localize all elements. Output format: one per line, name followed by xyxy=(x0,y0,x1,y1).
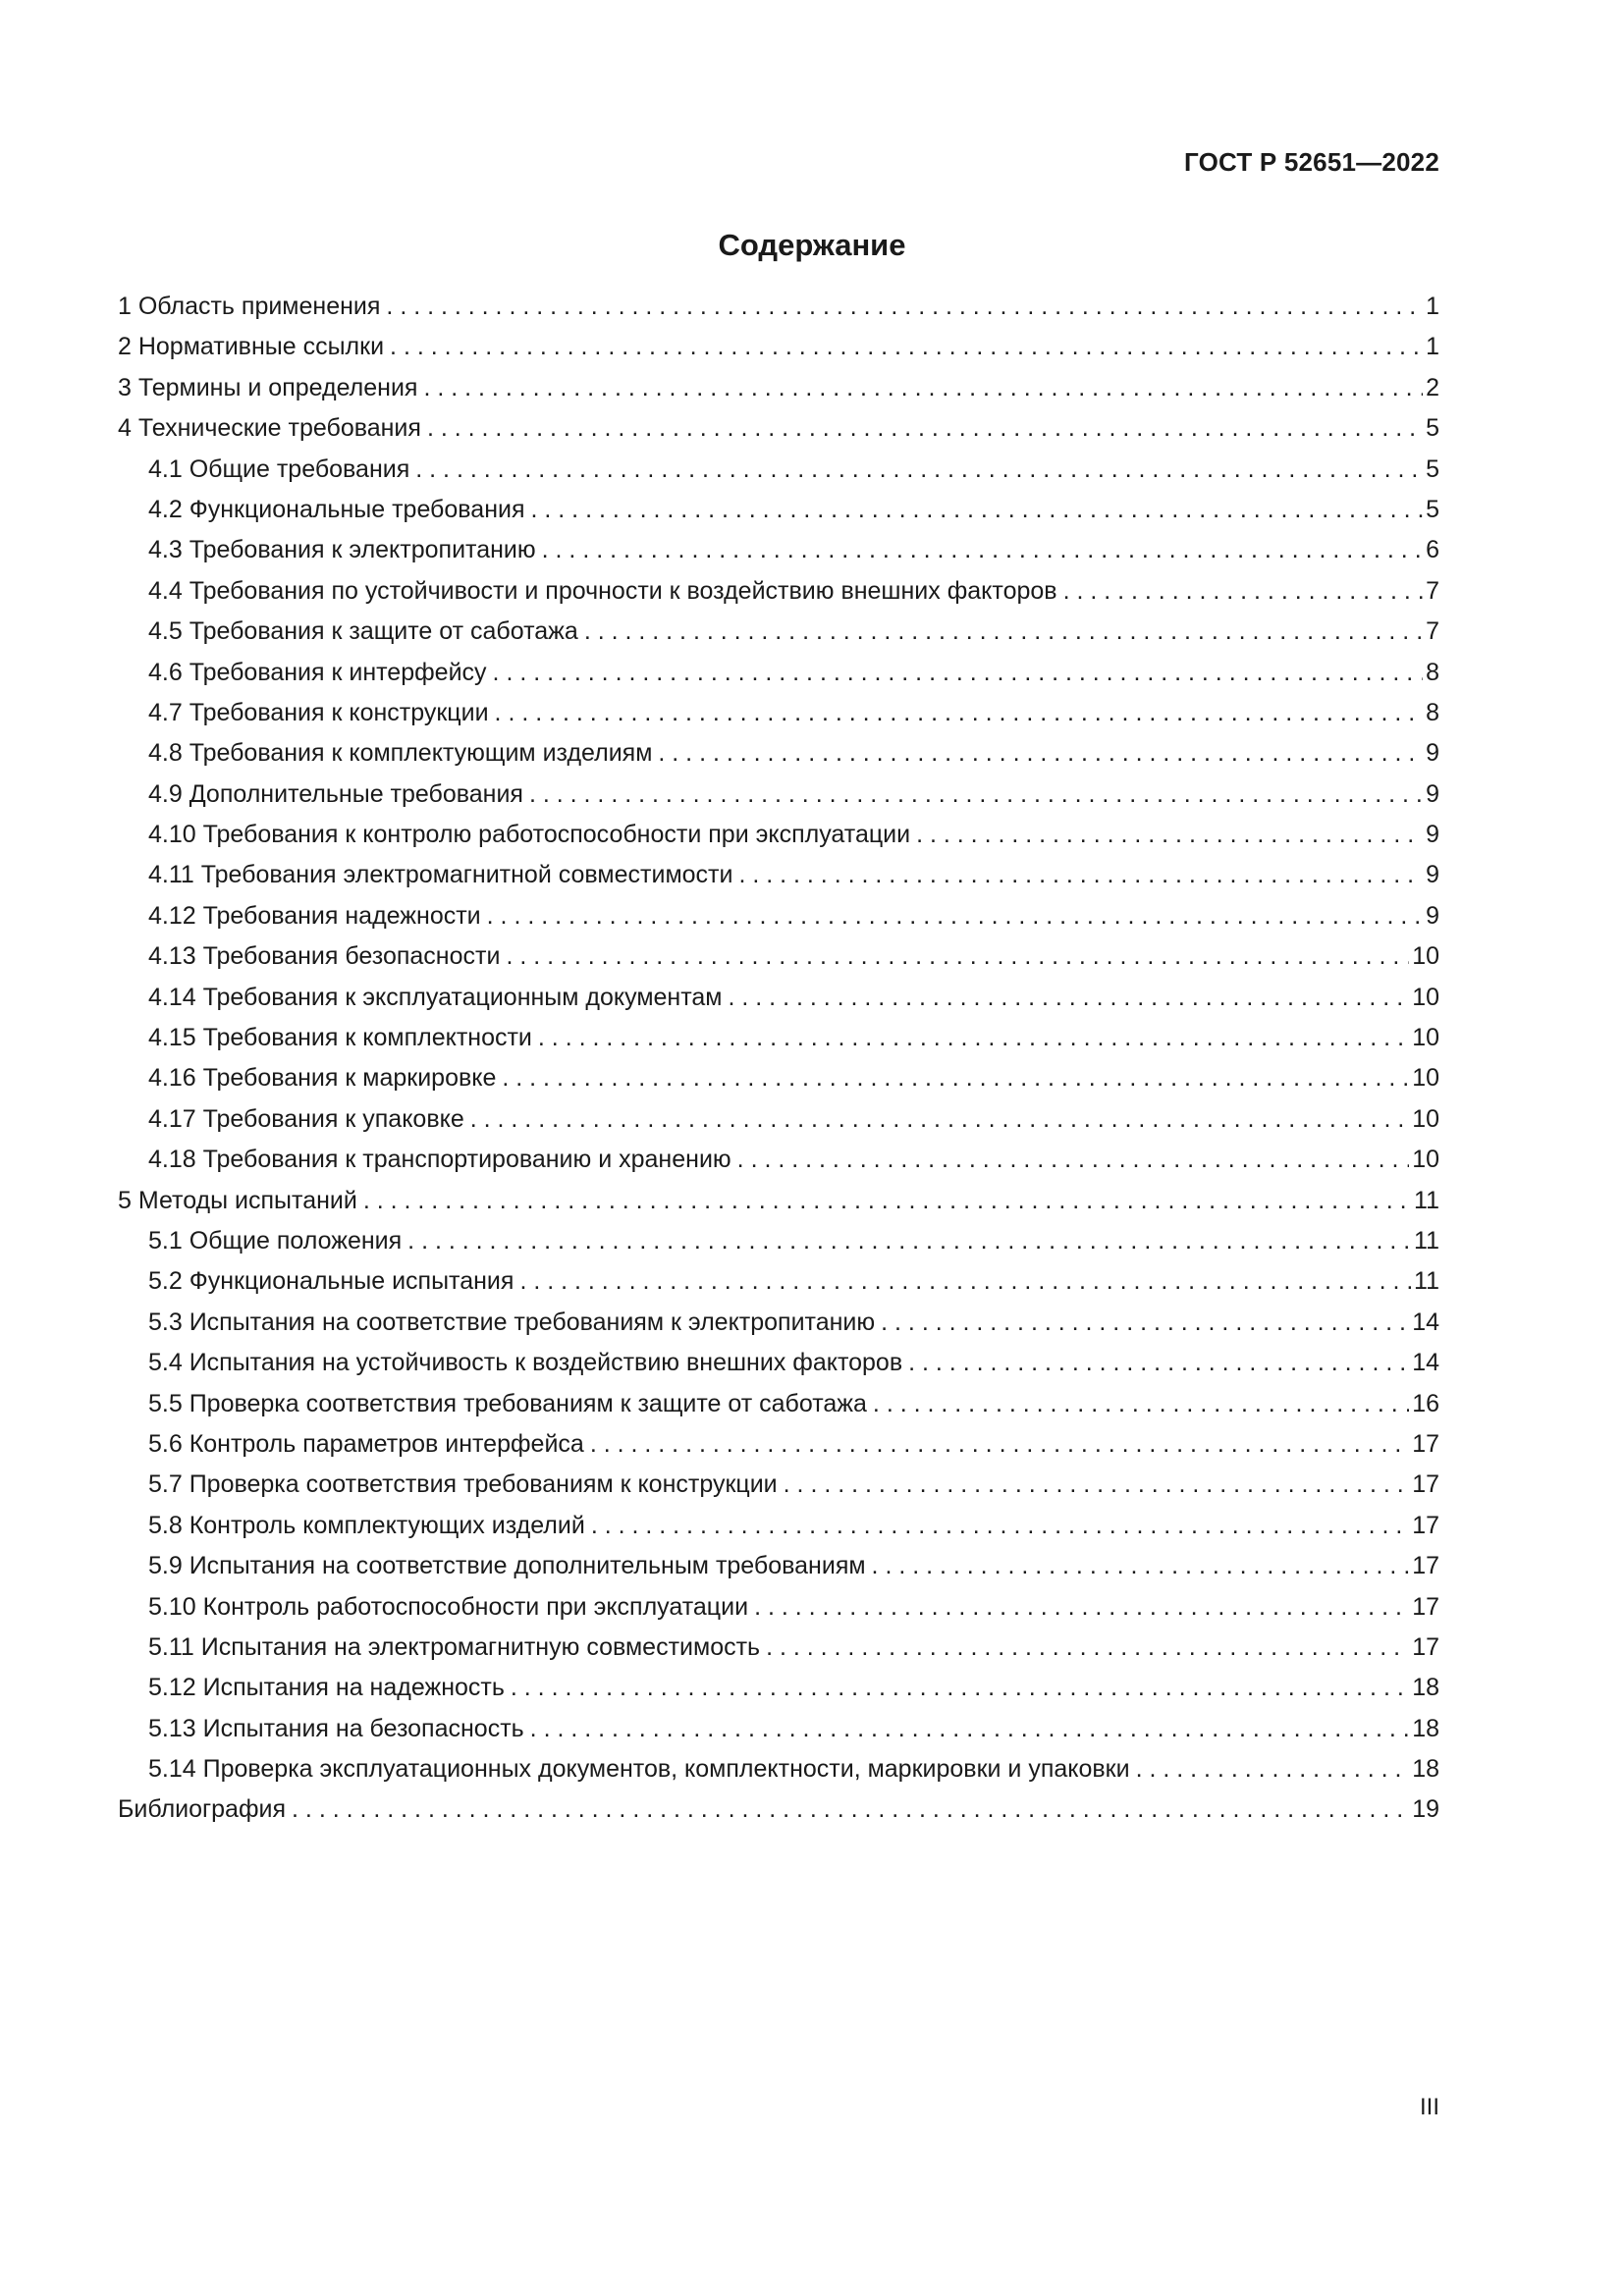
toc-dot-leader xyxy=(502,1058,1409,1098)
toc-entry-page: 10 xyxy=(1412,983,1439,1011)
toc-entry-label: 4.1 Общие требования xyxy=(148,454,410,483)
toc-entry-label: Библиография xyxy=(118,1795,287,1824)
toc-entry-label: 4.9 Дополнительные требования xyxy=(148,779,523,808)
toc-entry[interactable] xyxy=(118,1058,1439,1098)
toc-dot-leader xyxy=(415,450,1423,490)
toc-dot-leader xyxy=(390,327,1423,367)
toc-entry-label: 4.2 Функциональные требования xyxy=(148,495,525,523)
document-code: ГОСТ Р 52651—2022 xyxy=(1184,147,1439,177)
toc-entry[interactable] xyxy=(118,327,1439,367)
toc-dot-leader xyxy=(591,1506,1409,1546)
toc-dot-leader xyxy=(531,490,1424,530)
toc-dot-leader xyxy=(529,774,1423,815)
toc-entry[interactable] xyxy=(118,1261,1439,1302)
toc-entry[interactable] xyxy=(118,978,1439,1018)
toc-entry[interactable] xyxy=(118,693,1439,733)
toc-entry[interactable] xyxy=(118,733,1439,774)
toc-entry-page: 14 xyxy=(1412,1308,1439,1336)
toc-dot-leader xyxy=(738,855,1423,895)
toc-dot-leader xyxy=(542,530,1423,570)
toc-entry[interactable] xyxy=(118,1221,1439,1261)
toc-entry-label: 5 Методы испытаний xyxy=(118,1186,357,1214)
toc-entry-label: 1 Область применения xyxy=(118,293,381,320)
toc-entry-page: 11 xyxy=(1414,1186,1439,1214)
toc-entry-label: 4.14 Требования к эксплуатационным документам xyxy=(148,983,723,1011)
toc-dot-leader xyxy=(916,815,1423,855)
toc-dot-leader xyxy=(292,1789,1409,1830)
toc-entry[interactable] xyxy=(118,1343,1439,1383)
toc-entry-page: 18 xyxy=(1412,1714,1439,1742)
toc-dot-leader xyxy=(470,1099,1409,1140)
toc-entry-label: 5.5 Проверка соответствия требованиям к защите от саботажа xyxy=(148,1389,867,1417)
toc-entry-page: 9 xyxy=(1426,861,1439,889)
toc-entry[interactable] xyxy=(118,530,1439,570)
toc-entry[interactable] xyxy=(118,1099,1439,1140)
toc-dot-leader xyxy=(590,1424,1409,1465)
toc-entry-label: 4.13 Требования безопасности xyxy=(148,942,501,971)
toc-entry-page: 1 xyxy=(1426,293,1439,320)
toc-entry-label: 4.15 Требования к комплектности xyxy=(148,1024,532,1052)
toc-entry-page: 18 xyxy=(1412,1755,1439,1784)
toc-dot-leader xyxy=(754,1587,1409,1628)
toc-entry-label: 5.11 Испытания на электромагнитную совместимость xyxy=(148,1632,761,1661)
toc-dot-leader xyxy=(511,1668,1409,1708)
toc-entry-label: 4.5 Требования к защите от саботажа xyxy=(148,617,578,646)
toc-entry-label: 4.18 Требования к транспортированию и хранению xyxy=(148,1146,731,1174)
toc-entry-label: 4.7 Требования к конструкции xyxy=(148,698,489,726)
toc-dot-leader xyxy=(495,693,1424,733)
toc-entry-page: 10 xyxy=(1412,1146,1439,1174)
toc-entry-page: 10 xyxy=(1412,1024,1439,1052)
toc-entry[interactable] xyxy=(118,1018,1439,1058)
toc-entry-page: 6 xyxy=(1426,536,1439,564)
toc-entry-label: 5.3 Испытания на соответствие требованиям к электропитанию xyxy=(148,1308,876,1336)
toc-dot-leader xyxy=(538,1018,1409,1058)
toc-entry-label: 5.2 Функциональные испытания xyxy=(148,1267,514,1296)
toc-entry-page: 17 xyxy=(1412,1429,1439,1458)
toc-entry[interactable] xyxy=(118,1384,1439,1424)
toc-entry[interactable] xyxy=(118,408,1439,449)
toc-dot-leader xyxy=(908,1343,1409,1383)
toc-entry-page: 16 xyxy=(1412,1389,1439,1417)
toc-entry[interactable] xyxy=(118,1789,1439,1830)
toc-dot-leader xyxy=(519,1261,1411,1302)
toc-entry[interactable] xyxy=(118,1424,1439,1465)
toc-entry[interactable] xyxy=(118,1506,1439,1546)
toc-dot-leader xyxy=(506,936,1409,977)
toc-title: Содержание xyxy=(718,228,906,262)
toc-entry-label: 2 Нормативные ссылки xyxy=(118,333,385,361)
toc-entry-label: 5.9 Испытания на соответствие дополнительным требованиям xyxy=(148,1552,866,1580)
toc-entry-label: 5.14 Проверка эксплуатационных документов, комплектности, маркировки и упаковки xyxy=(148,1755,1130,1784)
toc-entry[interactable] xyxy=(118,1181,1439,1221)
toc-entry-page: 9 xyxy=(1426,779,1439,808)
toc-entry-page: 7 xyxy=(1426,617,1439,646)
toc-dot-leader xyxy=(363,1181,1411,1221)
toc-entry-page: 2 xyxy=(1426,373,1439,401)
toc-entry[interactable] xyxy=(118,855,1439,895)
toc-entry-page: 19 xyxy=(1412,1795,1439,1824)
toc-entry-page: 8 xyxy=(1426,698,1439,726)
toc-entry-page: 10 xyxy=(1412,1104,1439,1133)
toc-entry[interactable] xyxy=(118,287,1439,327)
toc-entry[interactable] xyxy=(118,571,1439,612)
toc-entry[interactable] xyxy=(118,368,1439,408)
toc-entry-page: 9 xyxy=(1426,739,1439,768)
toc-dot-leader xyxy=(427,408,1423,449)
toc-entry-label: 4 Технические требования xyxy=(118,414,421,443)
toc-entry-label: 5.12 Испытания на надежность xyxy=(148,1674,505,1702)
toc-dot-leader xyxy=(487,896,1423,936)
toc-entry-label: 5.4 Испытания на устойчивость к воздействию внешних факторов xyxy=(148,1349,903,1377)
toc-entry-label: 5.13 Испытания на безопасность xyxy=(148,1714,524,1742)
toc-entry-page: 18 xyxy=(1412,1674,1439,1702)
toc-entry-label: 5.7 Проверка соответствия требованиям к конструкции xyxy=(148,1470,778,1499)
toc-dot-leader xyxy=(658,733,1423,774)
toc-entry[interactable] xyxy=(118,936,1439,977)
toc-dot-leader xyxy=(766,1628,1409,1668)
toc-entry-page: 9 xyxy=(1426,821,1439,849)
toc-dot-leader xyxy=(881,1303,1409,1343)
toc-entry-label: 4.4 Требования по устойчивости и прочности к воздействию внешних факторов xyxy=(148,576,1057,605)
toc-dot-leader xyxy=(737,1140,1410,1180)
toc-entry-label: 4.11 Требования электромагнитной совместимости xyxy=(148,861,733,889)
toc-entry-page: 11 xyxy=(1414,1267,1439,1296)
toc-entry[interactable] xyxy=(118,1465,1439,1505)
toc-entry-label: 3 Термины и определения xyxy=(118,373,418,401)
toc-entry-label: 4.10 Требования к контролю работоспособности при эксплуатации xyxy=(148,821,911,849)
toc-entry-page: 5 xyxy=(1426,414,1439,443)
toc-dot-leader xyxy=(729,978,1410,1018)
toc-dot-leader xyxy=(423,368,1423,408)
toc-entry-label: 4.17 Требования к упаковке xyxy=(148,1104,464,1133)
toc-dot-leader xyxy=(407,1221,1411,1261)
toc-entry-label: 5.10 Контроль работоспособности при эксплуатации xyxy=(148,1592,749,1621)
toc-entry-page: 8 xyxy=(1426,658,1439,686)
toc-entry-label: 5.6 Контроль параметров интерфейса xyxy=(148,1429,584,1458)
toc-entry[interactable] xyxy=(118,1709,1439,1749)
toc-entry-label: 4.12 Требования надежности xyxy=(148,901,481,930)
toc-entry-page: 17 xyxy=(1412,1470,1439,1499)
toc-entry-page: 10 xyxy=(1412,1064,1439,1093)
toc-entry[interactable] xyxy=(118,815,1439,855)
toc-entry[interactable] xyxy=(118,1749,1439,1789)
toc-entry-label: 5.1 Общие положения xyxy=(148,1226,403,1255)
toc-entry-page: 10 xyxy=(1412,942,1439,971)
toc-entry[interactable] xyxy=(118,612,1439,652)
toc-entry[interactable] xyxy=(118,653,1439,693)
toc-entry-page: 17 xyxy=(1412,1552,1439,1580)
toc-entry[interactable] xyxy=(118,1140,1439,1180)
toc-entry[interactable] xyxy=(118,1587,1439,1628)
table-of-contents xyxy=(118,287,1439,1831)
toc-entry-page: 17 xyxy=(1412,1511,1439,1539)
toc-entry-label: 4.16 Требования к маркировке xyxy=(148,1064,497,1093)
page-number: III xyxy=(1419,2094,1439,2120)
toc-entry-page: 11 xyxy=(1414,1226,1439,1255)
toc-entry-page: 14 xyxy=(1412,1349,1439,1377)
toc-dot-leader xyxy=(493,653,1424,693)
toc-entry-label: 4.3 Требования к электропитанию xyxy=(148,536,536,564)
toc-dot-leader xyxy=(386,287,1423,327)
toc-entry[interactable] xyxy=(118,896,1439,936)
toc-entry-page: 9 xyxy=(1426,901,1439,930)
toc-entry[interactable] xyxy=(118,1546,1439,1586)
toc-dot-leader xyxy=(1063,571,1424,612)
toc-dot-leader xyxy=(530,1709,1410,1749)
toc-entry-label: 4.8 Требования к комплектующим изделиям xyxy=(148,739,653,768)
toc-entry-page: 17 xyxy=(1412,1592,1439,1621)
toc-entry[interactable] xyxy=(118,490,1439,530)
toc-entry[interactable] xyxy=(118,774,1439,815)
toc-entry[interactable] xyxy=(118,1628,1439,1668)
toc-entry-page: 1 xyxy=(1426,333,1439,361)
toc-entry[interactable] xyxy=(118,1668,1439,1708)
toc-dot-leader xyxy=(1136,1749,1410,1789)
toc-dot-leader xyxy=(584,612,1423,652)
toc-dot-leader xyxy=(872,1546,1410,1586)
toc-entry[interactable] xyxy=(118,450,1439,490)
toc-entry-page: 17 xyxy=(1412,1632,1439,1661)
toc-entry-page: 5 xyxy=(1426,454,1439,483)
toc-entry-label: 5.8 Контроль комплектующих изделий xyxy=(148,1511,585,1539)
toc-dot-leader xyxy=(784,1465,1410,1505)
toc-entry[interactable] xyxy=(118,1303,1439,1343)
toc-dot-leader xyxy=(873,1384,1409,1424)
toc-entry-label: 4.6 Требования к интерфейсу xyxy=(148,658,487,686)
toc-entry-page: 5 xyxy=(1426,495,1439,523)
toc-entry-page: 7 xyxy=(1426,576,1439,605)
